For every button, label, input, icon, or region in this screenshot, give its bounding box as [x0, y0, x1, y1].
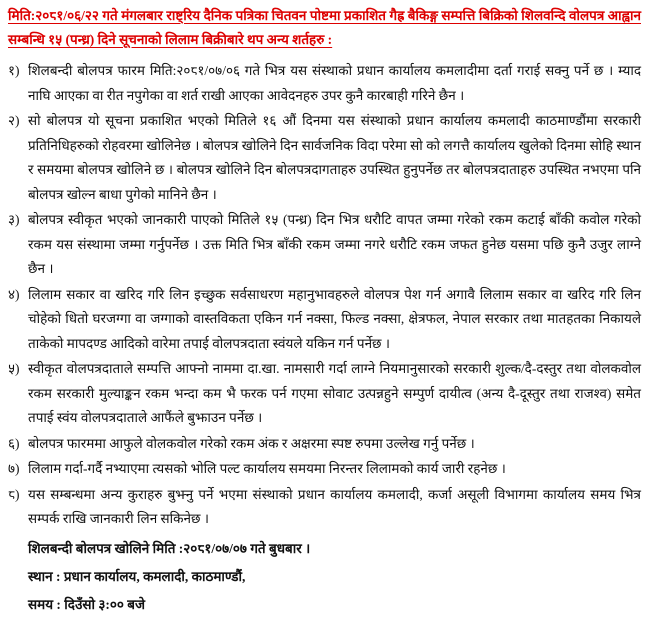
term-text: लिलाम सकार वा खरिद गरि लिन इच्छुक सर्वसाधरण महानुभावहरुले वोलपत्र पेश गर्न अगावै लिलाम सकार वा खरिद गरि लिन चोहेको धितो घरजग्गा वा जग्गाको वास्तविकता एकिन गर्न नक्सा, फिल्ड नक्सा, क्षेत्रफल, नेपाल सरकार तथा मातहतका निकायले ताकेको मापदण्ड आदिको वारेमा तपाई वोलपत्रदाता स्वंयले यकिन गर्न पर्नेछ ।: [28, 286, 641, 351]
term-number: ८): [8, 486, 20, 502]
term-text: स्वीकृत वोलपत्रदाताले सम्पत्ति आफ्नो नाममा दा.खा. नामसारी गर्दा लाग्ने नियमानुसारको सरकारी शुल्क/दै-दस्तुर तथा वोलकवोल रकम सरकारी मुल्याङ्कन रकम भन्दा कम भै फरक पर्न गएमा सोवाट उत्पन्नहुने सम्पुर्ण दायीत्व (अन्य दै-दूस्तुर तथा राजश्व) समेत तपाई स्वंय वोलपत्रदाताले आफैंले बुझाउन पर्नेछ ।: [28, 361, 641, 425]
term-item-1: [8, 59, 641, 108]
term-text: बोलपत्र फारममा आफुले वोलकवोल गरेको रकम अंक र अक्षरमा स्पष्ट रुपमा उल्लेख गर्नु पर्नेछ ।: [28, 435, 475, 451]
term-number: ४): [8, 286, 20, 302]
terms-list: [8, 59, 641, 532]
term-number: ५): [8, 361, 20, 376]
footer-opening-date: शिलबन्दी बोलपत्र खोलिने मिति :२०८१/०७/०७ गते बुधबार ।: [28, 540, 311, 556]
term-item-2: [8, 109, 641, 207]
term-text: सो बोलपत्र यो सूचना प्रकाशित भएको मितिले १६ औं दिनमा यस संस्थाको प्रधान कार्यालय कमलादी काठमाण्डौंमा सरकारी प्रतिनिधिहरुको रोहवरमा खोलिनेछ । बोलपत्र खोलिने दिन सार्वजनिक विदा परेमा सो को लगत्तै कार्यालय खुलेको दिनमा सोहि स्थान र समयमा बोलपत्र खोलिने छ । बोलपत्र खोलिने दिन बोलपत्रदागताहरु उपस्थित हुनुपर्नेछ तर बोलपत्रदाताहरु उपस्थित नभएमा पनि बोलपत्र खोल्न बाधा पुगेको मानिने छैन ।: [28, 113, 641, 202]
term-number: ७): [8, 461, 20, 476]
term-item-8: [8, 483, 641, 532]
term-item-5: [8, 357, 641, 431]
notice-footer: [28, 535, 641, 619]
footer-place: स्थान : प्रधान कार्यालय, कमलादी, काठमाण्डौं,: [28, 568, 246, 584]
term-number: ३): [8, 212, 20, 227]
footer-time: समय : दिउँसो ३:०० बजे: [28, 596, 145, 612]
term-item-3: [8, 208, 641, 282]
term-text: लिलाम गर्दा-गर्दै नभ्याएमा त्यसको भोलि पल्ट कार्यालय समयमा निरन्तर लिलामको कार्य जारी रहनेछ ।: [28, 461, 506, 476]
term-item-7: [8, 457, 641, 482]
term-text: शिलबन्दी बोलपत्र फारम मिति:२०८१/०७/०६ गते भित्र यस संस्थाको प्रधान कार्यालय कमलादीमा दर्ता गराई सक्नु पर्ने छ । म्याद नाघि आएका वा रीत नपुगेका वा शर्त राखी आएका आवेदनहरु उपर कुनै कारबाही गरिने छैन ।: [28, 63, 641, 103]
notice-title: मिति:२०८१/०६/२२ गते मंगलबार राष्ट्रिय दैनिक पत्रिका चितवन पोष्टमा प्रकाशित गैह्र बैकिङ्ग सम्पत्ति बिक्रिको शिलवन्दि वोलपत्र आह्वान सम्बन्धि १५ (पन्ध्र) दिने सूचनाको लिलाम बिक्रीबारे थप अन्य शर्तहरु :: [8, 8, 641, 47]
term-text: यस सम्बन्धमा अन्य कुराहरु बुझ्नु पर्ने भएमा संस्थाको प्रधान कार्यालय कमलादी, कर्जा असूली विभागमा कार्यालय समय भित्र सम्पर्क राखि जानकारी लिन सकिनेछ ।: [28, 486, 641, 526]
term-item-4: [8, 283, 641, 357]
term-number: १): [8, 63, 20, 78]
term-number: ६): [8, 435, 20, 451]
term-number: २): [8, 113, 20, 128]
term-item-6: [8, 432, 641, 457]
term-text: बोलपत्र स्वीकृत भएको जानकारी पाएको मितिले १५ (पन्ध्र) दिन भित्र धरौटि वापत जम्मा गरेको रकम कटाई बाँकी कवोल गरेको रकम यस संस्थामा जम्मा गर्नुपर्नेछ । उक्त मिति भित्र बाँकी रकम जम्मा नगरे धरौटि रकम जफत हुनेछ यसमा पछि कुनै उजुर लाग्ने छैन ।: [28, 212, 641, 276]
